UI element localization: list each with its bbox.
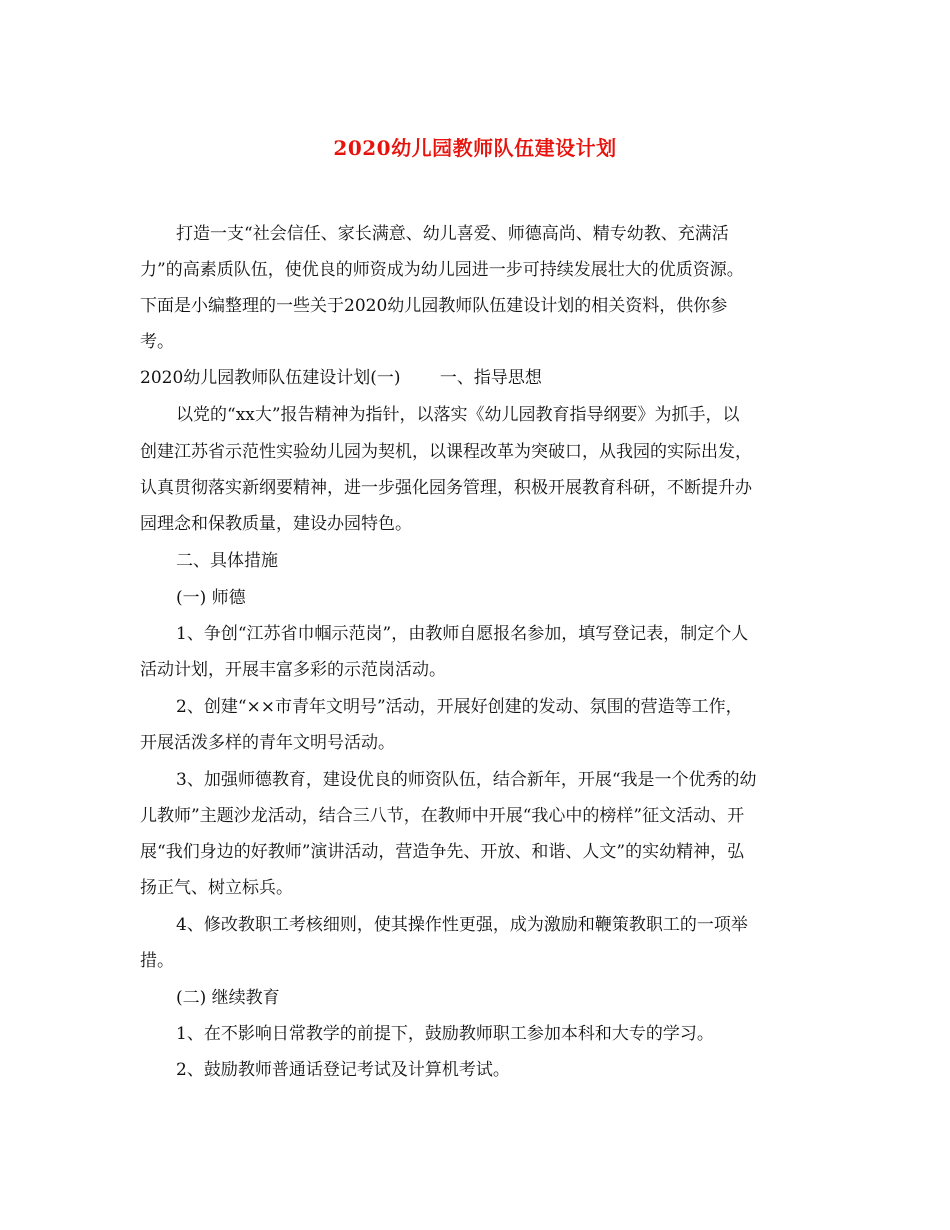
paragraph-line: 4、修改教职工考核细则，使其操作性更强，成为激励和鞭策教职工的一项举 [176,915,748,935]
paragraph-line: 措。 [140,951,174,971]
subsection-heading: (一) 师德 [176,588,246,608]
paragraph-line: 1、争创“江苏省巾帼示范岗”，由教师自愿报名参加，填写登记表，制定个人 [176,624,749,644]
paragraph-line: 考。 [140,332,174,352]
paragraph-line: 打造一支“社会信任、家长满意、幼儿喜爱、师德高尚、精专幼教、充满活 [176,224,729,244]
section-heading: 二、具体措施 [176,551,278,571]
paragraph-line: 认真贯彻落实新纲要精神，进一步强化园务管理，积极开展教育科研，不断提升办 [140,478,752,498]
paragraph-line: 以党的“xx大”报告精神为指针，以落实《幼儿园教育指导纲要》为抓手，以 [176,405,740,425]
paragraph-line: 3、加强师德教育，建设优良的师资队伍，结合新年，开展“我是一个优秀的幼 [176,770,757,790]
document-title: 2020幼儿园教师队伍建设计划 [333,136,617,160]
paragraph-line: 下面是小编整理的一些关于2020幼儿园教师队伍建设计划的相关资料，供你参 [140,296,728,316]
paragraph-line: 1、在不影响日常教学的前提下，鼓励教师职工参加本科和大专的学习。 [176,1024,714,1044]
paragraph-line: 2、创建“××市青年文明号”活动，开展好创建的发动、氛围的营造等工作， [176,697,743,717]
paragraph-line: 扬正气、树立标兵。 [140,878,293,898]
paragraph-line: 开展活泼多样的青年文明号活动。 [140,733,395,753]
paragraph-line: 活动计划，开展丰富多彩的示范岗活动。 [140,660,446,680]
subsection-heading: (二) 继续教育 [176,988,280,1008]
paragraph-line: 儿教师”主题沙龙活动，结合三八节，在教师中开展“我心中的榜样”征文活动、开 [140,806,745,826]
paragraph-line: 创建江苏省示范性实验幼儿园为契机，以课程改革为突破口，从我园的实际出发， [140,442,752,462]
section-heading: 2020幼儿园教师队伍建设计划(一) 一、指导思想 [140,368,542,388]
paragraph-line: 展“我们身边的好教师”演讲活动，营造争先、开放、和谐、人文”的实幼精神，弘 [140,842,745,862]
paragraph-line: 2、鼓励教师普通话登记考试及计算机考试。 [176,1060,510,1080]
paragraph-line: 力”的高素质队伍，使优良的师资成为幼儿园进一步可持续发展壮大的优质资源。 [140,260,744,280]
paragraph-line: 园理念和保教质量，建设办园特色。 [140,514,412,534]
